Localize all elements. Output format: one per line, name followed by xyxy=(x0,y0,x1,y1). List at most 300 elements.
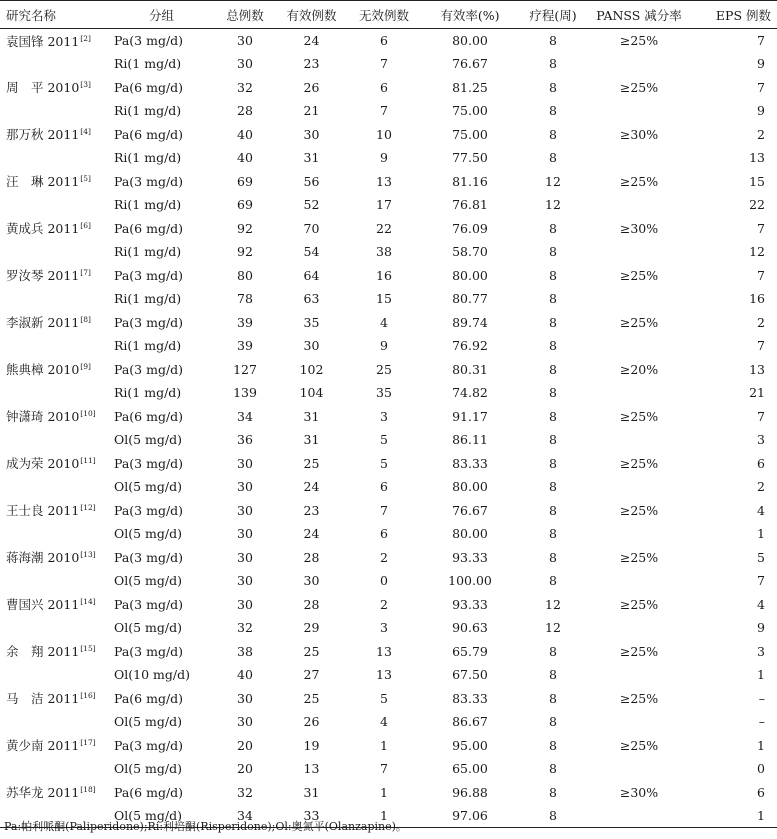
eps-cell: 2 xyxy=(757,314,765,330)
total-cell: 30 xyxy=(237,56,253,72)
study-cell xyxy=(0,76,108,100)
study-cell xyxy=(0,264,108,288)
table-row xyxy=(0,452,777,476)
panss-cell: ≥30% xyxy=(619,220,659,236)
table-row xyxy=(0,663,777,687)
course-cell: 8 xyxy=(549,338,557,354)
eps-cell: 7 xyxy=(757,408,765,424)
table-row xyxy=(0,287,777,311)
eps-cell: 2 xyxy=(757,126,765,142)
panss-cell xyxy=(586,240,692,264)
reference-number: [2] xyxy=(80,33,91,43)
table-row xyxy=(0,29,777,53)
course-cell: 8 xyxy=(549,667,557,683)
rate-cell: 76.81 xyxy=(452,197,488,213)
eps-cell: 7 xyxy=(757,573,765,589)
effective-cell: 30 xyxy=(303,573,320,589)
panss-cell: ≥25% xyxy=(619,267,659,283)
effective-cell: 21 xyxy=(303,103,320,119)
effective-cell: 26 xyxy=(303,79,320,95)
table-row xyxy=(0,76,777,100)
effective-cell: 26 xyxy=(303,714,320,730)
group-cell: Ri(1 mg/d) xyxy=(114,385,182,401)
rate-cell: 75.00 xyxy=(452,103,488,119)
group-cell: Ri(1 mg/d) xyxy=(114,56,182,72)
rate-cell: 83.33 xyxy=(452,690,488,706)
ineffective-cell: 4 xyxy=(380,714,388,730)
course-cell: 8 xyxy=(549,526,557,542)
total-cell: 32 xyxy=(237,79,253,95)
group-cell: Ol(5 mg/d) xyxy=(114,526,182,542)
reference-number: [4] xyxy=(80,127,91,137)
header-panss: PANSS 减分率 xyxy=(586,1,692,29)
course-cell: 8 xyxy=(549,385,557,401)
group-cell: Pa(3 mg/d) xyxy=(114,314,184,330)
eps-cell: 4 xyxy=(757,596,765,612)
group-cell: Pa(3 mg/d) xyxy=(114,643,184,659)
panss-cell xyxy=(586,381,692,405)
ineffective-cell: 1 xyxy=(380,784,388,800)
rate-cell: 97.06 xyxy=(420,804,520,828)
study-cell xyxy=(0,640,108,664)
ineffective-cell: 10 xyxy=(376,126,392,142)
study-cell xyxy=(0,99,108,123)
table-row xyxy=(0,240,777,264)
course-cell: 8 xyxy=(549,126,557,142)
table-row xyxy=(0,640,777,664)
eps-cell: 1 xyxy=(757,526,765,542)
eps-cell: 15 xyxy=(749,173,765,189)
total-cell: 40 xyxy=(237,667,253,683)
eps-cell: 22 xyxy=(749,197,765,213)
eps-cell: 6 xyxy=(757,455,765,471)
study-cell xyxy=(0,499,108,523)
panss-cell xyxy=(586,287,692,311)
eps-cell: 7 xyxy=(757,220,765,236)
study-cell xyxy=(0,405,108,429)
total-cell: 30 xyxy=(237,714,253,730)
course-cell: 8 xyxy=(549,220,557,236)
panss-cell: ≥25% xyxy=(619,173,659,189)
course-cell: 12 xyxy=(545,197,561,213)
ineffective-cell: 4 xyxy=(380,314,388,330)
effective-cell: 25 xyxy=(303,690,320,706)
reference-number: [15] xyxy=(80,644,96,654)
rate-cell: 76.09 xyxy=(452,220,488,236)
reference-number: [3] xyxy=(80,80,91,90)
group-cell: Ol(5 mg/d) xyxy=(114,714,182,730)
study-cell xyxy=(0,522,108,546)
table-row xyxy=(0,170,777,194)
study-name: 罗汝琴 2011 xyxy=(6,268,80,284)
table-row xyxy=(0,405,777,429)
panss-cell xyxy=(586,569,692,593)
total-cell: 30 xyxy=(237,479,253,495)
ineffective-cell: 7 xyxy=(380,103,388,119)
table-row xyxy=(0,475,777,499)
header-eps: EPS 例数 xyxy=(692,1,777,29)
effective-cell: 54 xyxy=(303,244,320,260)
rate-cell: 96.88 xyxy=(452,784,488,800)
ineffective-cell: 0 xyxy=(380,573,388,589)
eps-cell: 9 xyxy=(757,56,765,72)
ineffective-cell: 5 xyxy=(380,690,388,706)
total-cell: 30 xyxy=(237,549,253,565)
effective-cell: 63 xyxy=(303,291,320,307)
group-cell: Pa(6 mg/d) xyxy=(114,126,184,142)
eps-cell: 3 xyxy=(757,432,765,448)
total-cell: 34 xyxy=(215,804,275,828)
panss-cell xyxy=(586,710,692,734)
course-cell: 8 xyxy=(549,502,557,518)
reference-number: [18] xyxy=(80,785,96,795)
ineffective-cell: 13 xyxy=(376,667,392,683)
effective-cell: 23 xyxy=(303,502,320,518)
total-cell: 69 xyxy=(237,197,253,213)
study-cell xyxy=(0,381,108,405)
course-cell: 8 xyxy=(549,784,557,800)
study-cell xyxy=(0,52,108,76)
effective-cell: 31 xyxy=(303,150,320,166)
course-cell: 8 xyxy=(520,804,586,828)
panss-cell xyxy=(586,193,692,217)
reference-number: [7] xyxy=(80,268,91,278)
effective-cell: 35 xyxy=(303,314,320,330)
effective-cell: 52 xyxy=(303,197,320,213)
ineffective-cell: 1 xyxy=(380,737,388,753)
header-rate: 有效率(%) xyxy=(420,1,520,29)
rate-cell: 80.31 xyxy=(452,361,488,377)
rate-cell: 91.17 xyxy=(452,408,488,424)
course-cell: 8 xyxy=(549,479,557,495)
study-cell xyxy=(0,546,108,570)
ineffective-cell: 3 xyxy=(380,408,388,424)
study-name: 李淑新 2011 xyxy=(6,315,80,331)
effective-cell: 31 xyxy=(303,432,320,448)
study-name: 蒋海潮 2010 xyxy=(6,550,80,566)
table-row xyxy=(0,593,777,617)
group-cell: Pa(3 mg/d) xyxy=(114,455,184,471)
course-cell: 8 xyxy=(549,643,557,659)
ineffective-cell: 17 xyxy=(376,197,392,213)
course-cell: 8 xyxy=(549,150,557,166)
rate-cell: 93.33 xyxy=(452,596,488,612)
rate-cell: 80.00 xyxy=(452,33,488,48)
course-cell: 12 xyxy=(545,620,561,636)
table-row xyxy=(0,499,777,523)
course-cell: 8 xyxy=(549,33,557,48)
panss-cell xyxy=(586,757,692,781)
table-row xyxy=(0,381,777,405)
study-name: 马 洁 2011 xyxy=(6,691,80,707)
panss-cell xyxy=(586,616,692,640)
course-cell: 8 xyxy=(549,408,557,424)
total-cell: 39 xyxy=(237,314,253,330)
header-group: 分组 xyxy=(108,1,215,29)
study-name: 汪 琳 2011 xyxy=(6,174,80,190)
eps-cell: 13 xyxy=(749,150,765,166)
effective-cell: 33 xyxy=(275,804,348,828)
group-cell: Pa(3 mg/d) xyxy=(114,33,184,48)
eps-cell: 5 xyxy=(757,549,765,565)
reference-number: [9] xyxy=(80,362,91,372)
panss-cell: ≥25% xyxy=(619,502,659,518)
effective-cell: 24 xyxy=(303,33,320,48)
rate-cell: 76.67 xyxy=(452,502,488,518)
total-cell: 127 xyxy=(233,361,257,377)
panss-cell: ≥20% xyxy=(619,361,659,377)
group-cell: Ri(1 mg/d) xyxy=(114,338,182,354)
effective-cell: 19 xyxy=(303,737,320,753)
study-cell xyxy=(0,146,108,170)
header-row xyxy=(0,1,777,29)
total-cell: 40 xyxy=(237,150,253,166)
rate-cell: 67.50 xyxy=(452,667,488,683)
study-cell xyxy=(0,240,108,264)
panss-cell: ≥25% xyxy=(619,455,659,471)
rate-cell: 100.00 xyxy=(448,573,492,589)
total-cell: 78 xyxy=(237,291,253,307)
ineffective-cell: 13 xyxy=(376,643,392,659)
total-cell: 28 xyxy=(237,103,253,119)
group-cell: Ol(5 mg/d) xyxy=(114,479,182,495)
study-name: 黄少南 2011 xyxy=(6,738,80,754)
panss-cell: ≥25% xyxy=(619,314,659,330)
ineffective-cell: 6 xyxy=(380,33,388,48)
rate-cell: 81.25 xyxy=(452,79,488,95)
header-effective: 有效例数 xyxy=(275,1,348,29)
study-cell xyxy=(0,193,108,217)
table-row xyxy=(0,616,777,640)
eps-cell: 7 xyxy=(757,79,765,95)
study-name: 钟潇琦 2010 xyxy=(6,409,80,425)
course-cell: 8 xyxy=(549,455,557,471)
ineffective-cell: 5 xyxy=(380,455,388,471)
group-cell: Pa(6 mg/d) xyxy=(114,408,184,424)
eps-cell: 2 xyxy=(757,479,765,495)
eps-cell: 1 xyxy=(757,737,765,753)
rate-cell: 75.00 xyxy=(452,126,488,142)
table-row xyxy=(0,781,777,805)
table-row xyxy=(0,99,777,123)
study-cell xyxy=(0,569,108,593)
group-cell: Ol(5 mg/d) xyxy=(114,432,182,448)
course-cell: 12 xyxy=(545,596,561,612)
study-name: 周 平 2010 xyxy=(6,80,80,96)
table-row xyxy=(0,428,777,452)
course-cell: 12 xyxy=(545,173,561,189)
table-row xyxy=(0,264,777,288)
group-cell: Ri(1 mg/d) xyxy=(114,150,182,166)
total-cell: 30 xyxy=(237,690,253,706)
total-cell: 40 xyxy=(237,126,253,142)
group-cell: Ri(1 mg/d) xyxy=(114,244,182,260)
effective-cell: 56 xyxy=(303,173,320,189)
study-name: 袁国锋 2011 xyxy=(6,33,80,49)
eps-cell: 13 xyxy=(749,361,765,377)
group-cell: Pa(3 mg/d) xyxy=(114,737,184,753)
group-cell: Ri(1 mg/d) xyxy=(114,197,182,213)
rate-cell: 86.11 xyxy=(452,432,488,448)
panss-cell: ≥30% xyxy=(619,126,659,142)
course-cell: 8 xyxy=(549,79,557,95)
eps-cell: 1 xyxy=(692,804,777,828)
panss-cell xyxy=(586,52,692,76)
eps-cell: 21 xyxy=(749,385,765,401)
rate-cell: 80.77 xyxy=(452,291,488,307)
total-cell: 139 xyxy=(233,385,257,401)
panss-cell: ≥25% xyxy=(619,690,659,706)
effective-cell: 64 xyxy=(303,267,320,283)
ineffective-cell: 9 xyxy=(380,338,388,354)
total-cell: 32 xyxy=(237,620,253,636)
study-cell xyxy=(0,358,108,382)
study-name: 熊典樟 2010 xyxy=(6,362,80,378)
effective-cell: 24 xyxy=(303,526,320,542)
table-row xyxy=(0,734,777,758)
ineffective-cell: 6 xyxy=(380,79,388,95)
reference-number: [14] xyxy=(80,597,96,607)
study-cell xyxy=(0,757,108,781)
group-cell: Pa(6 mg/d) xyxy=(114,79,184,95)
total-cell: 36 xyxy=(237,432,253,448)
study-cell xyxy=(0,616,108,640)
rate-cell: 80.00 xyxy=(452,267,488,283)
study-cell xyxy=(0,170,108,194)
header-course: 疗程(周) xyxy=(520,1,586,29)
total-cell: 92 xyxy=(237,244,253,260)
course-cell: 8 xyxy=(549,314,557,330)
effective-cell: 30 xyxy=(303,126,320,142)
ineffective-cell: 22 xyxy=(376,220,392,236)
rate-cell: 90.63 xyxy=(452,620,488,636)
total-cell: 30 xyxy=(237,502,253,518)
rate-cell: 80.00 xyxy=(452,526,488,542)
study-name: 那万秋 2011 xyxy=(6,127,80,143)
total-cell: 30 xyxy=(237,573,253,589)
ineffective-cell: 1 xyxy=(348,804,420,828)
course-cell: 8 xyxy=(549,103,557,119)
study-cell xyxy=(0,334,108,358)
effective-cell: 104 xyxy=(299,385,324,401)
group-cell: Pa(6 mg/d) xyxy=(114,690,184,706)
effective-cell: 31 xyxy=(303,784,320,800)
group-cell: Pa(6 mg/d) xyxy=(114,220,184,236)
study-cell xyxy=(0,452,108,476)
reference-number: [6] xyxy=(80,221,91,231)
ineffective-cell: 2 xyxy=(380,596,388,612)
table-row xyxy=(0,311,777,335)
study-name: 曹国兴 2011 xyxy=(6,597,80,613)
panss-cell: ≥30% xyxy=(619,784,659,800)
study-cell xyxy=(0,29,108,53)
panss-cell: ≥25% xyxy=(619,408,659,424)
total-cell: 30 xyxy=(237,33,253,48)
panss-cell xyxy=(586,804,692,828)
panss-cell xyxy=(586,99,692,123)
effective-cell: 24 xyxy=(303,479,320,495)
ineffective-cell: 38 xyxy=(376,244,392,260)
ineffective-cell: 15 xyxy=(376,291,392,307)
study-cell xyxy=(0,311,108,335)
reference-number: [16] xyxy=(80,691,96,701)
eps-cell: 3 xyxy=(757,643,765,659)
total-cell: 34 xyxy=(237,408,253,424)
study-name: 余 翔 2011 xyxy=(6,644,80,660)
study-cell xyxy=(0,687,108,711)
table-row xyxy=(0,123,777,147)
table-row xyxy=(0,217,777,241)
ineffective-cell: 3 xyxy=(380,620,388,636)
table-row xyxy=(0,569,777,593)
total-cell: 39 xyxy=(237,338,253,354)
header-ineffective: 无效例数 xyxy=(348,1,420,29)
table-footnote: Pa:帕利哌酮(Paliperidone);Ri:利培酮(Risperidone);Ol:奥氮平(Olanzapine)。 xyxy=(4,820,407,833)
panss-cell xyxy=(586,146,692,170)
table-row xyxy=(0,757,777,781)
total-cell: 30 xyxy=(237,596,253,612)
ineffective-cell: 6 xyxy=(380,526,388,542)
total-cell: 92 xyxy=(237,220,253,236)
reference-number: [12] xyxy=(80,503,96,513)
effective-cell: 25 xyxy=(303,455,320,471)
total-cell: 38 xyxy=(237,643,253,659)
course-cell: 8 xyxy=(549,244,557,260)
table-row xyxy=(0,52,777,76)
total-cell: 69 xyxy=(237,173,253,189)
rate-cell: 93.33 xyxy=(452,549,488,565)
eps-cell: 7 xyxy=(757,338,765,354)
effective-cell: 25 xyxy=(303,643,320,659)
group-cell: Pa(3 mg/d) xyxy=(114,502,184,518)
course-cell: 8 xyxy=(549,714,557,730)
ineffective-cell: 7 xyxy=(380,761,388,777)
header-study: 研究名称 xyxy=(0,1,108,29)
effective-cell: 28 xyxy=(303,549,320,565)
effective-cell: 23 xyxy=(303,56,320,72)
group-cell: Pa(3 mg/d) xyxy=(114,596,184,612)
total-cell: 30 xyxy=(237,455,253,471)
rate-cell: 76.67 xyxy=(452,56,488,72)
header-total: 总例数 xyxy=(215,1,275,29)
panss-cell xyxy=(586,428,692,452)
study-name: 黄成兵 2011 xyxy=(6,221,80,237)
effective-cell: 102 xyxy=(299,361,324,377)
ineffective-cell: 7 xyxy=(380,56,388,72)
eps-cell: – xyxy=(758,690,765,706)
rate-cell: 65.00 xyxy=(452,761,488,777)
effective-cell: 28 xyxy=(303,596,320,612)
table-row xyxy=(0,358,777,382)
rate-cell: 89.74 xyxy=(452,314,488,330)
panss-cell xyxy=(586,475,692,499)
eps-cell: 7 xyxy=(757,33,765,48)
study-cell xyxy=(0,734,108,758)
panss-cell: ≥25% xyxy=(619,549,659,565)
study-cell xyxy=(0,663,108,687)
reference-number: [17] xyxy=(80,738,96,748)
table-body xyxy=(0,29,777,828)
eps-cell: 12 xyxy=(749,244,765,260)
course-cell: 8 xyxy=(549,291,557,307)
group-cell: Pa(3 mg/d) xyxy=(114,173,184,189)
total-cell: 20 xyxy=(237,737,253,753)
study-cell xyxy=(0,428,108,452)
study-cell xyxy=(0,710,108,734)
reference-number: [13] xyxy=(80,550,96,560)
table-row xyxy=(0,546,777,570)
table-row xyxy=(0,710,777,734)
